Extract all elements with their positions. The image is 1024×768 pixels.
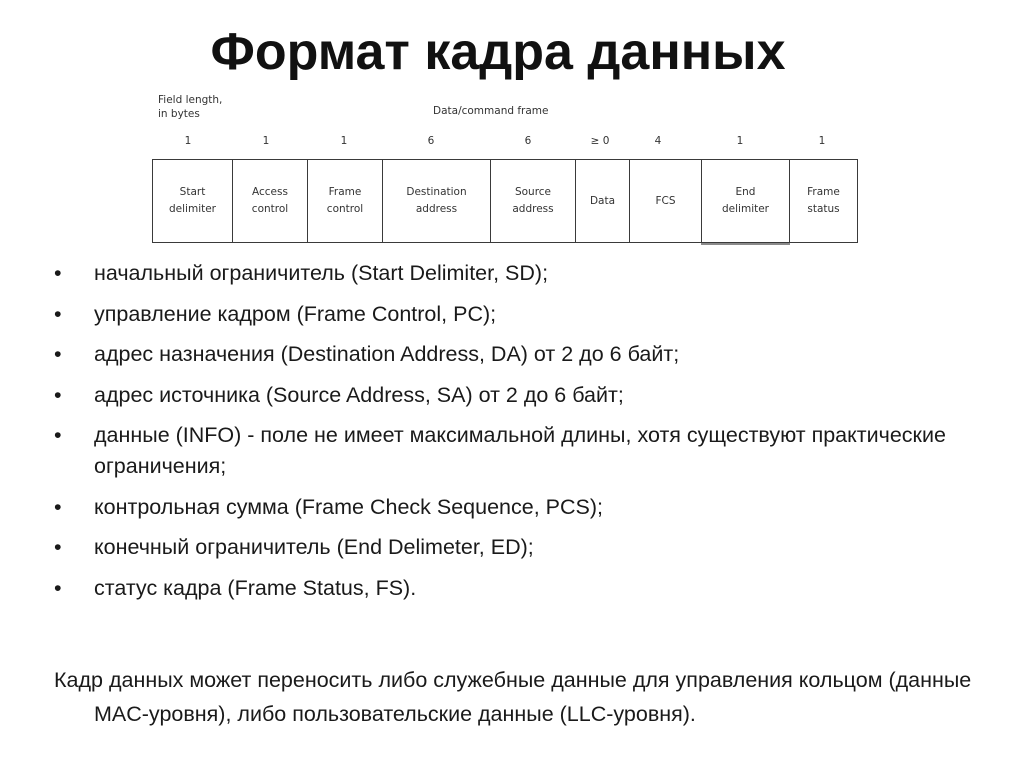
frame-fields-row <box>152 159 858 243</box>
field-length-access-control: 1 <box>262 135 270 147</box>
list-item <box>54 532 994 563</box>
field-data <box>575 159 630 243</box>
field-length-end-delimiter: 1 <box>736 135 744 147</box>
bullet-icon: • <box>54 535 62 559</box>
field-label-frame-control: Frame control <box>326 186 364 215</box>
field-description-list <box>54 258 994 613</box>
list-item-text: адрес источника (Source Address, SA) от 2 до 6 байт; <box>94 382 624 407</box>
closing-paragraph: Кадр данных может переносить либо служебные данные для управления кольцом (данные MAC-уровня), либо пользовательские данные (LLC-уровня). <box>54 668 972 726</box>
field-frame-control <box>307 159 383 243</box>
field-label-source-address: Source address <box>512 186 554 215</box>
bullet-icon: • <box>54 301 62 326</box>
field-length-frame-status: 1 <box>818 135 826 147</box>
field-label-start-delimiter: Start delimiter <box>169 186 216 215</box>
field-length-frame-control: 1 <box>340 135 348 147</box>
list-item <box>54 339 994 370</box>
field-length-destination-address: 6 <box>427 135 435 147</box>
field-label-frame-status: Frame status <box>807 186 840 215</box>
frame-format-diagram <box>148 90 864 250</box>
field-end-delimiter <box>701 159 790 243</box>
list-item-text: данные (INFO) - поле не имеет максимальной длины, хотя существуют практические ограничения; <box>94 423 946 478</box>
field-frame-status <box>789 159 858 243</box>
slide-title: Формат кадра данных <box>210 23 786 81</box>
list-item <box>54 573 994 604</box>
field-length-source-address: 6 <box>524 135 532 147</box>
list-item-text: конечный ограничитель (End Delimeter, ED); <box>94 535 534 559</box>
field-start-delimiter <box>152 159 233 243</box>
bullet-icon: • <box>54 342 62 366</box>
list-item-text: начальный ограничитель (Start Delimiter, SD); <box>94 261 549 285</box>
list-item <box>54 380 994 411</box>
field-fcs <box>629 159 702 243</box>
list-item <box>54 258 994 289</box>
field-access-control <box>232 159 308 243</box>
list-item <box>54 492 994 523</box>
list-item <box>54 299 994 330</box>
field-length-data: ≥ 0 <box>590 135 610 147</box>
field-source-address <box>490 159 576 243</box>
field-label-data: Data <box>589 194 616 207</box>
list-item-text: адрес назначения (Destination Address, DA) от 2 до 6 байт; <box>94 342 680 366</box>
field-length-label: Field length, in bytes <box>158 94 223 120</box>
list-item-text: статус кадра (Frame Status, FS). <box>94 575 417 600</box>
list-item-text: управление кадром (Frame Control, PC); <box>94 301 497 326</box>
field-label-access-control: Access control <box>251 186 289 215</box>
field-label-destination-address: Destination address <box>406 186 467 215</box>
field-length-fcs: 4 <box>654 135 662 147</box>
bullet-icon: • <box>54 423 62 447</box>
bullet-icon: • <box>54 494 62 519</box>
bullet-icon: • <box>54 261 62 285</box>
bullet-icon: • <box>54 382 62 407</box>
field-length-start-delimiter: 1 <box>184 135 192 147</box>
list-item-text: контрольная сумма (Frame Check Sequence, PCS); <box>94 494 603 519</box>
field-destination-address <box>382 159 491 243</box>
frame-caption: Data/command frame <box>433 105 549 117</box>
field-label-fcs: FCS <box>655 194 676 207</box>
bullet-icon: • <box>54 575 62 600</box>
list-item <box>54 420 994 482</box>
field-label-end-delimiter: End delimiter <box>722 186 769 215</box>
